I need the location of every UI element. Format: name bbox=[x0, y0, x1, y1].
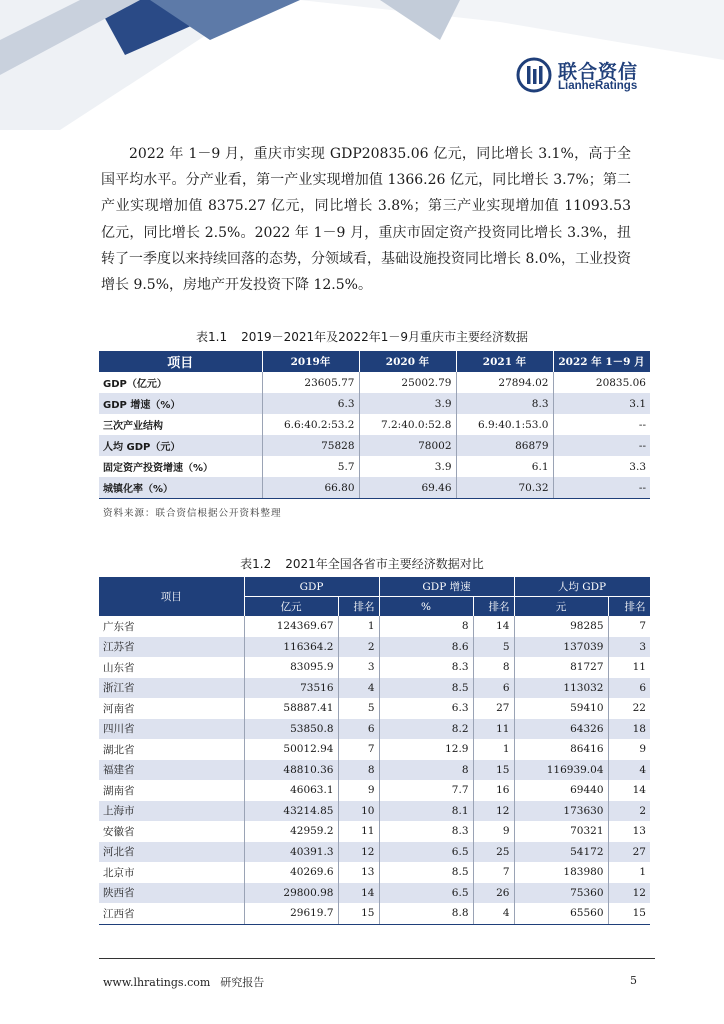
table2-cell: 6 bbox=[338, 719, 379, 740]
table2-sub-growth-rank: 排名 bbox=[473, 597, 514, 617]
table1-cell: -- bbox=[553, 435, 650, 456]
table2-cell: 46063.1 bbox=[244, 780, 338, 801]
table2-cell: 12.9 bbox=[379, 739, 473, 760]
table2-cell: 116364.2 bbox=[244, 637, 338, 658]
table2-cell: 8.8 bbox=[379, 903, 473, 924]
table1-cell: 3.3 bbox=[629, 460, 646, 473]
table2-cell: 75360 bbox=[514, 883, 608, 904]
table2-cell: 12 bbox=[338, 842, 379, 863]
table2-group-header-row bbox=[99, 577, 650, 597]
table2-cell: 9 bbox=[639, 743, 646, 756]
table2-sub-gdp-value: 亿元 bbox=[244, 597, 338, 617]
table1-caption-text: 2019－2021年及2022年1－9月重庆市主要经济数据 bbox=[241, 330, 528, 344]
table2-cell: 8 bbox=[338, 760, 379, 781]
table1-header-2020: 2020 年 bbox=[359, 351, 456, 372]
table1-cell: 8.3 bbox=[456, 393, 553, 414]
table2-row-label: 安徽省 bbox=[99, 821, 244, 842]
table2-cell: 137039 bbox=[514, 637, 608, 658]
table2-cell: 13 bbox=[338, 862, 379, 883]
table2-cell: 53850.8 bbox=[244, 719, 338, 740]
table2-row-label: 江苏省 bbox=[99, 637, 244, 658]
table2-caption-number: 表1.2 bbox=[240, 557, 272, 571]
table2-row bbox=[99, 821, 650, 842]
table2-cell: 98285 bbox=[514, 616, 608, 637]
table2-cell: 15 bbox=[338, 903, 379, 924]
table2-row-label: 广东省 bbox=[99, 616, 244, 637]
table2-cell: 8 bbox=[379, 760, 473, 781]
table1-cell: 27894.02 bbox=[456, 372, 553, 393]
table2-cell: 64326 bbox=[514, 719, 608, 740]
table1-cell: -- bbox=[553, 477, 650, 499]
table1-header-row bbox=[99, 351, 650, 372]
table1-header-item: 项目 bbox=[99, 351, 262, 372]
table1-header-2022q3: 2022 年 1－9 月 bbox=[553, 351, 650, 372]
table2-cell: 14 bbox=[632, 784, 646, 797]
table2-cell: 1 bbox=[338, 616, 379, 637]
table2-cell: 8.2 bbox=[379, 719, 473, 740]
table2-row bbox=[99, 903, 650, 924]
table1-cell: 66.80 bbox=[262, 477, 359, 499]
table2-cell: 15 bbox=[473, 760, 514, 781]
table2-cell: 3 bbox=[608, 637, 650, 658]
table2-cell: 116939.04 bbox=[514, 760, 608, 781]
table2-row bbox=[99, 760, 650, 781]
table2-cell: 15 bbox=[608, 903, 650, 924]
table1-cell: 5.7 bbox=[262, 456, 359, 477]
table2-cell: 6.3 bbox=[379, 698, 473, 719]
table1-cell: 7.2:40.0:52.8 bbox=[359, 414, 456, 435]
table2-cell: 65560 bbox=[514, 903, 608, 924]
brand-name-cn: 联合资信 bbox=[558, 61, 639, 83]
table2-row-label: 四川省 bbox=[99, 719, 244, 740]
table2-cell: 70321 bbox=[514, 821, 608, 842]
table1-row bbox=[99, 393, 650, 414]
body-paragraph: 2022 年 1－9 月，重庆市实现 GDP20835.06 亿元，同比增长 3.1%，高于全国平均水平。分产业看，第一产业实现增加值 1366.26 亿元，同比增长 3.7%；第二产业实现增加值 8375.27 亿元，同比增长 3.8%；第三产业实现增加值 11093.53 亿元，同比增长 2.5%。2022 年 1－9 月，重庆市固定资产投资同比增长 3.3%，扭转了一季度以来持续回落的态势，分领域看，基础设施投资同比增长 8.0%，工业投资增长 9.5%，房地产开发投资下降 12.5%。 bbox=[101, 146, 632, 294]
table2-cell: 12 bbox=[473, 801, 514, 822]
lianhe-logo-icon bbox=[516, 57, 552, 93]
table2-cell: 1 bbox=[473, 739, 514, 760]
table2-row-label: 湖北省 bbox=[99, 739, 244, 760]
table2-cell: 124369.67 bbox=[244, 616, 338, 637]
table1-row bbox=[99, 435, 650, 456]
table2-cell: 18 bbox=[608, 719, 650, 740]
table2-cell: 4 bbox=[473, 903, 514, 924]
table2-caption-text: 2021年全国各省市主要经济数据对比 bbox=[285, 557, 484, 571]
table2-sub-growth-value: % bbox=[379, 597, 473, 617]
table2-row-label: 上海市 bbox=[99, 801, 244, 822]
table2-cell: 59410 bbox=[514, 698, 608, 719]
table2-cell: 43214.85 bbox=[244, 801, 338, 822]
table1-cell: 69.46 bbox=[359, 477, 456, 499]
table2-cell: 26 bbox=[473, 883, 514, 904]
table2-cell: 14 bbox=[338, 883, 379, 904]
table2-cell: 9 bbox=[338, 780, 379, 801]
table2-cell: 7 bbox=[639, 620, 646, 633]
table1-cell: 70.32 bbox=[456, 477, 553, 499]
table2-cell: 8.5 bbox=[379, 678, 473, 699]
table2-header-item: 项目 bbox=[99, 577, 244, 616]
table2-row-label: 湖南省 bbox=[99, 780, 244, 801]
table2-cell: 183980 bbox=[514, 862, 608, 883]
table2-cell: 22 bbox=[632, 702, 646, 715]
table2-cell: 25 bbox=[473, 842, 514, 863]
table2-cell: 10 bbox=[338, 801, 379, 822]
table1-cell: 3.1 bbox=[553, 393, 650, 414]
table2-row bbox=[99, 616, 650, 637]
table1-row-label: 城镇化率（%） bbox=[99, 477, 262, 499]
table2-cell: 6 bbox=[473, 678, 514, 699]
table2-row bbox=[99, 862, 650, 883]
table1-cell: 20835.06 bbox=[595, 376, 646, 389]
table2-caption bbox=[0, 555, 724, 572]
table2-cell: 83095.9 bbox=[244, 657, 338, 678]
table2-cell: 8 bbox=[473, 657, 514, 678]
table2-cell: 2 bbox=[608, 801, 650, 822]
table2-cell: 6.5 bbox=[379, 883, 473, 904]
table2-cell: 14 bbox=[473, 616, 514, 637]
table2-cell: 1 bbox=[639, 866, 646, 879]
footer-doc-type: 研究报告 bbox=[220, 976, 265, 989]
table1-cell: 23605.77 bbox=[262, 372, 359, 393]
table2-cell: 50012.94 bbox=[244, 739, 338, 760]
table1-cell: 86879 bbox=[456, 435, 553, 456]
table2-row-label: 河南省 bbox=[99, 698, 244, 719]
table2-cell: 4 bbox=[338, 678, 379, 699]
table2-cell: 6.5 bbox=[379, 842, 473, 863]
table2-row-label: 江西省 bbox=[99, 903, 244, 924]
table1-cell: 6.6:40.2:53.2 bbox=[262, 414, 359, 435]
table2-cell: 58887.41 bbox=[244, 698, 338, 719]
table1-caption-number: 表1.1 bbox=[196, 330, 228, 344]
table1-row bbox=[99, 456, 650, 477]
table1-row-label: 三次产业结构 bbox=[99, 414, 262, 435]
table2-row bbox=[99, 637, 650, 658]
table2-row bbox=[99, 678, 650, 699]
table2-row-label: 浙江省 bbox=[99, 678, 244, 699]
table1-cell: -- bbox=[638, 418, 646, 431]
table2-cell: 8.3 bbox=[379, 821, 473, 842]
table1-row bbox=[99, 414, 650, 435]
table2-cell: 27 bbox=[473, 698, 514, 719]
table2-header-gdp-growth: GDP 增速 bbox=[379, 577, 514, 597]
table1-cell: 25002.79 bbox=[359, 372, 456, 393]
table2-cell: 7.7 bbox=[379, 780, 473, 801]
chongqing-economy-table bbox=[99, 351, 651, 499]
table1-row-label: GDP 增速（%） bbox=[99, 393, 262, 414]
table2-cell: 5 bbox=[338, 698, 379, 719]
table2-row bbox=[99, 801, 650, 822]
table1-cell: 3.9 bbox=[359, 456, 456, 477]
table2-cell: 42959.2 bbox=[244, 821, 338, 842]
table1-row bbox=[99, 372, 650, 393]
table2-row-label: 山东省 bbox=[99, 657, 244, 678]
table2-row bbox=[99, 739, 650, 760]
table1-caption bbox=[0, 328, 724, 345]
table2-cell: 2 bbox=[338, 637, 379, 658]
table1-row-label: 固定资产投资增速（%） bbox=[99, 456, 262, 477]
table2-row bbox=[99, 780, 650, 801]
table2-row bbox=[99, 657, 650, 678]
table2-cell: 48810.36 bbox=[244, 760, 338, 781]
table2-row-label: 北京市 bbox=[99, 862, 244, 883]
table2-cell: 81727 bbox=[514, 657, 608, 678]
table1-cell: 6.3 bbox=[262, 393, 359, 414]
table2-row bbox=[99, 698, 650, 719]
table1-source-note: 资料来源：联合资信根据公开资料整理 bbox=[103, 508, 282, 519]
table2-cell: 8.1 bbox=[379, 801, 473, 822]
table2-cell: 69440 bbox=[514, 780, 608, 801]
table2-row bbox=[99, 883, 650, 904]
table2-cell: 8.3 bbox=[379, 657, 473, 678]
table2-sub-percap-value: 元 bbox=[514, 597, 608, 617]
footer-site-link[interactable]: www.lhratings.com bbox=[103, 976, 211, 989]
table1-cell: 6.9:40.1:53.0 bbox=[456, 414, 553, 435]
table2-cell: 7 bbox=[473, 862, 514, 883]
table2-sub-gdp-rank: 排名 bbox=[338, 597, 379, 617]
table2-row-label: 河北省 bbox=[99, 842, 244, 863]
table1-header-2021: 2021 年 bbox=[456, 351, 553, 372]
table2-header-gdp: GDP bbox=[244, 577, 379, 597]
table2-cell: 5 bbox=[473, 637, 514, 658]
table2-cell: 29619.7 bbox=[244, 903, 338, 924]
table1-row-label: 人均 GDP（元） bbox=[99, 435, 262, 456]
table2-row bbox=[99, 842, 650, 863]
table2-cell: 40269.6 bbox=[244, 862, 338, 883]
table1-row-label: GDP（亿元） bbox=[99, 372, 262, 393]
table2-cell: 73516 bbox=[244, 678, 338, 699]
table2-cell: 54172 bbox=[514, 842, 608, 863]
table2-cell: 8.5 bbox=[379, 862, 473, 883]
table2-cell: 113032 bbox=[514, 678, 608, 699]
table1-cell: 78002 bbox=[359, 435, 456, 456]
table2-cell: 6 bbox=[608, 678, 650, 699]
page-number: 5 bbox=[630, 974, 637, 987]
table2-cell: 27 bbox=[608, 842, 650, 863]
table2-cell: 4 bbox=[608, 760, 650, 781]
table2-cell: 8 bbox=[379, 616, 473, 637]
footer-divider bbox=[99, 958, 655, 959]
table2-cell: 12 bbox=[608, 883, 650, 904]
table1-cell: 75828 bbox=[262, 435, 359, 456]
table2-sub-percap-rank: 排名 bbox=[608, 597, 650, 617]
table2-cell: 40391.3 bbox=[244, 842, 338, 863]
table2-row-label: 福建省 bbox=[99, 760, 244, 781]
table2-cell: 86416 bbox=[514, 739, 608, 760]
table2-row bbox=[99, 719, 650, 740]
table1-header-2019: 2019年 bbox=[262, 351, 359, 372]
table2-cell: 16 bbox=[473, 780, 514, 801]
table2-cell: 7 bbox=[338, 739, 379, 760]
table2-cell: 9 bbox=[473, 821, 514, 842]
table2-row-label: 陕西省 bbox=[99, 883, 244, 904]
table2-cell: 8.6 bbox=[379, 637, 473, 658]
table2-cell: 173630 bbox=[514, 801, 608, 822]
table2-cell: 11 bbox=[338, 821, 379, 842]
footer-site-info bbox=[103, 974, 264, 990]
table1-cell: 3.9 bbox=[359, 393, 456, 414]
table2-header-gdp-per-capita: 人均 GDP bbox=[514, 577, 650, 597]
provinces-economy-table bbox=[99, 577, 651, 925]
table1-cell: 6.1 bbox=[456, 456, 553, 477]
brand-name-en: LianheRatings bbox=[558, 80, 638, 92]
table1-row bbox=[99, 477, 650, 499]
table2-cell: 13 bbox=[632, 825, 646, 838]
brand-logo bbox=[516, 57, 646, 97]
table2-cell: 3 bbox=[338, 657, 379, 678]
table2-cell: 11 bbox=[632, 661, 646, 674]
table2-cell: 29800.98 bbox=[244, 883, 338, 904]
table2-cell: 11 bbox=[473, 719, 514, 740]
